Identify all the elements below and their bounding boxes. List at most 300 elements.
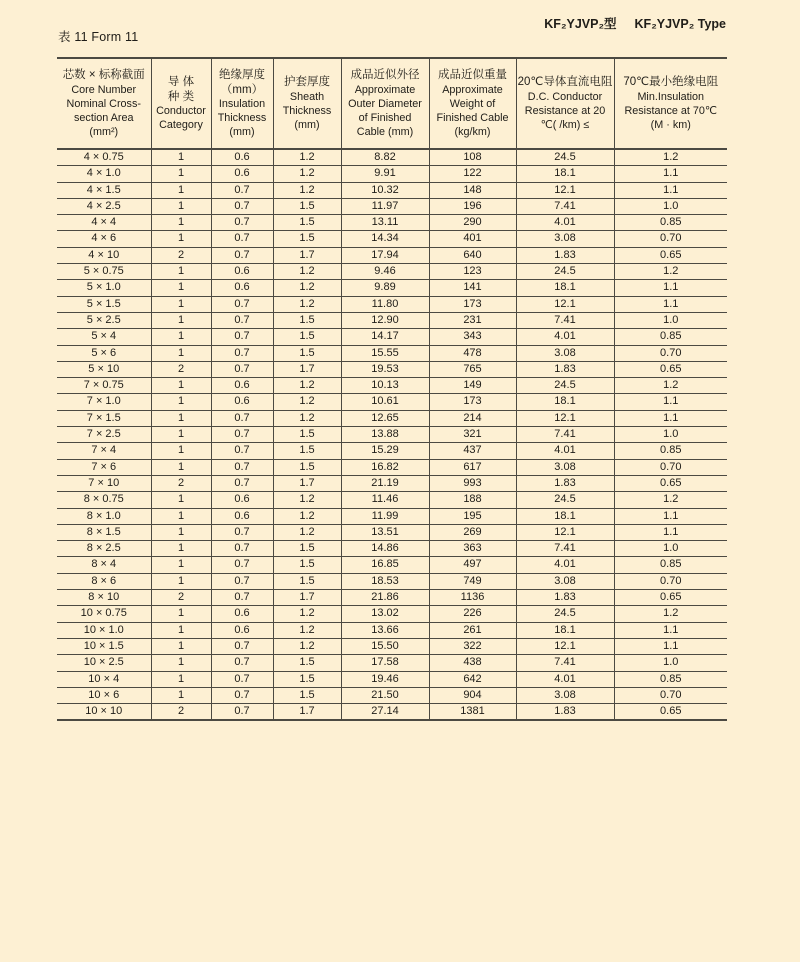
column-header-line: 种 类 [167, 90, 195, 103]
cell-conductor-category: 1 [151, 166, 211, 182]
column-header-line: Weight of [449, 97, 496, 110]
cell-sheath-thickness: 1.2 [273, 264, 341, 280]
table-row [57, 573, 727, 589]
table-header-row [57, 58, 727, 149]
cell-approx-weight: 401 [429, 231, 516, 247]
cell-approx-weight: 642 [429, 671, 516, 687]
cell-sheath-thickness: 1.2 [273, 182, 341, 198]
cell-core-number-area: 5 × 6 [57, 345, 151, 361]
column-header-line: 护套厚度 [284, 76, 330, 89]
column-header-line: Nominal Cross- [66, 97, 141, 110]
cell-sheath-thickness: 1.5 [273, 345, 341, 361]
cell-core-number-area: 4 × 6 [57, 231, 151, 247]
cell-core-number-area: 7 × 1.0 [57, 394, 151, 410]
cell-sheath-thickness: 1.5 [273, 215, 341, 231]
column-header-line: 成品近似重量 [438, 69, 507, 82]
cell-dc-conductor-resistance: 3.08 [516, 231, 614, 247]
cell-approx-outer-diameter: 13.11 [341, 215, 429, 231]
cell-conductor-category: 2 [151, 590, 211, 606]
cell-dc-conductor-resistance: 4.01 [516, 557, 614, 573]
cell-core-number-area: 8 × 1.0 [57, 508, 151, 524]
cell-approx-weight: 904 [429, 687, 516, 703]
cell-insulation-thickness: 0.7 [211, 687, 273, 703]
cell-approx-weight: 321 [429, 427, 516, 443]
cell-approx-weight: 122 [429, 166, 516, 182]
table-row [57, 231, 727, 247]
table-row [57, 427, 727, 443]
cell-core-number-area: 4 × 2.5 [57, 198, 151, 214]
cell-conductor-category: 1 [151, 264, 211, 280]
cell-min-insulation-resistance: 0.65 [614, 704, 727, 721]
cell-sheath-thickness: 1.2 [273, 280, 341, 296]
cell-dc-conductor-resistance: 7.41 [516, 312, 614, 328]
cell-approx-outer-diameter: 11.80 [341, 296, 429, 312]
column-header-line: 绝缘厚度 [219, 69, 265, 81]
cell-min-insulation-resistance: 1.1 [614, 622, 727, 638]
cell-dc-conductor-resistance: 4.01 [516, 215, 614, 231]
cell-dc-conductor-resistance: 7.41 [516, 198, 614, 214]
cell-dc-conductor-resistance: 24.5 [516, 606, 614, 622]
column-header-line: Conductor [156, 105, 206, 117]
cell-dc-conductor-resistance: 24.5 [516, 149, 614, 166]
cell-min-insulation-resistance: 0.70 [614, 573, 727, 589]
column-header-line: Approximate [354, 83, 416, 96]
cell-approx-weight: 149 [429, 378, 516, 394]
cell-dc-conductor-resistance: 18.1 [516, 166, 614, 182]
cell-core-number-area: 4 × 0.75 [57, 149, 151, 166]
column-header-line: Resistance at 20 [524, 104, 606, 117]
cell-sheath-thickness: 1.2 [273, 394, 341, 410]
cell-core-number-area: 7 × 4 [57, 443, 151, 459]
column-header-line: 20℃导体直流电阻 [517, 76, 613, 89]
cell-min-insulation-resistance: 1.2 [614, 264, 727, 280]
cell-conductor-category: 1 [151, 215, 211, 231]
cell-insulation-thickness: 0.7 [211, 475, 273, 491]
column-header-line: Resistance at 70℃ [624, 104, 718, 117]
cell-conductor-category: 1 [151, 345, 211, 361]
cell-approx-outer-diameter: 13.51 [341, 524, 429, 540]
cell-core-number-area: 5 × 1.0 [57, 280, 151, 296]
cell-insulation-thickness: 0.6 [211, 166, 273, 182]
cell-sheath-thickness: 1.2 [273, 296, 341, 312]
cell-approx-outer-diameter: 11.99 [341, 508, 429, 524]
table-row [57, 671, 727, 687]
cell-approx-outer-diameter: 21.86 [341, 590, 429, 606]
cell-dc-conductor-resistance: 4.01 [516, 671, 614, 687]
cell-approx-outer-diameter: 17.58 [341, 655, 429, 671]
cell-approx-weight: 108 [429, 149, 516, 166]
cell-insulation-thickness: 0.7 [211, 427, 273, 443]
cell-approx-weight: 226 [429, 606, 516, 622]
cell-conductor-category: 2 [151, 704, 211, 721]
cell-min-insulation-resistance: 0.85 [614, 671, 727, 687]
cell-approx-outer-diameter: 15.50 [341, 638, 429, 654]
cell-insulation-thickness: 0.7 [211, 215, 273, 231]
cell-conductor-category: 1 [151, 671, 211, 687]
cell-insulation-thickness: 0.6 [211, 264, 273, 280]
cell-dc-conductor-resistance: 12.1 [516, 182, 614, 198]
column-header-line: (M · km) [650, 118, 691, 131]
cell-insulation-thickness: 0.7 [211, 541, 273, 557]
cell-conductor-category: 1 [151, 508, 211, 524]
cell-min-insulation-resistance: 0.85 [614, 329, 727, 345]
cell-approx-weight: 123 [429, 264, 516, 280]
cell-insulation-thickness: 0.7 [211, 655, 273, 671]
cell-approx-outer-diameter: 15.29 [341, 443, 429, 459]
cell-conductor-category: 1 [151, 687, 211, 703]
cell-conductor-category: 2 [151, 475, 211, 491]
cell-core-number-area: 10 × 4 [57, 671, 151, 687]
cell-core-number-area: 8 × 4 [57, 557, 151, 573]
table-row [57, 590, 727, 606]
table-row [57, 345, 727, 361]
cell-dc-conductor-resistance: 1.83 [516, 475, 614, 491]
cell-conductor-category: 1 [151, 394, 211, 410]
cell-core-number-area: 4 × 1.0 [57, 166, 151, 182]
cell-dc-conductor-resistance: 1.83 [516, 247, 614, 263]
cell-approx-outer-diameter: 12.90 [341, 312, 429, 328]
cell-approx-weight: 1136 [429, 590, 516, 606]
cell-sheath-thickness: 1.5 [273, 198, 341, 214]
cell-core-number-area: 10 × 6 [57, 687, 151, 703]
cell-approx-weight: 214 [429, 410, 516, 426]
column-header-line: Insulation [218, 98, 266, 110]
cell-insulation-thickness: 0.7 [211, 573, 273, 589]
cell-sheath-thickness: 1.5 [273, 459, 341, 475]
cell-insulation-thickness: 0.7 [211, 329, 273, 345]
cell-approx-weight: 343 [429, 329, 516, 345]
cell-insulation-thickness: 0.6 [211, 492, 273, 508]
cell-min-insulation-resistance: 1.1 [614, 182, 727, 198]
cell-core-number-area: 4 × 1.5 [57, 182, 151, 198]
cell-approx-weight: 188 [429, 492, 516, 508]
cell-dc-conductor-resistance: 7.41 [516, 427, 614, 443]
cell-approx-weight: 640 [429, 247, 516, 263]
cell-insulation-thickness: 0.6 [211, 606, 273, 622]
cell-approx-weight: 173 [429, 296, 516, 312]
cell-core-number-area: 10 × 0.75 [57, 606, 151, 622]
cell-core-number-area: 5 × 2.5 [57, 312, 151, 328]
column-header-conductor-category [151, 58, 211, 149]
cell-min-insulation-resistance: 0.70 [614, 687, 727, 703]
column-header-line: （mm） [220, 83, 264, 96]
cable-spec-table [57, 57, 727, 721]
cell-conductor-category: 1 [151, 443, 211, 459]
table-row [57, 296, 727, 312]
cell-approx-weight: 765 [429, 361, 516, 377]
cell-insulation-thickness: 0.6 [211, 394, 273, 410]
cell-sheath-thickness: 1.5 [273, 427, 341, 443]
cell-approx-outer-diameter: 9.46 [341, 264, 429, 280]
table-row [57, 687, 727, 703]
cell-conductor-category: 1 [151, 622, 211, 638]
cable-type-label [544, 14, 726, 32]
cell-sheath-thickness: 1.5 [273, 329, 341, 345]
cell-approx-weight: 231 [429, 312, 516, 328]
cell-approx-weight: 993 [429, 475, 516, 491]
cell-approx-outer-diameter: 27.14 [341, 704, 429, 721]
cell-approx-outer-diameter: 13.88 [341, 427, 429, 443]
cell-core-number-area: 8 × 1.5 [57, 524, 151, 540]
cell-approx-outer-diameter: 11.97 [341, 198, 429, 214]
cell-insulation-thickness: 0.7 [211, 182, 273, 198]
table-row [57, 541, 727, 557]
cell-insulation-thickness: 0.7 [211, 231, 273, 247]
cell-approx-outer-diameter: 16.82 [341, 459, 429, 475]
cell-sheath-thickness: 1.5 [273, 687, 341, 703]
cell-conductor-category: 1 [151, 312, 211, 328]
column-header-line: Core Number [71, 83, 137, 96]
cell-dc-conductor-resistance: 12.1 [516, 638, 614, 654]
cell-conductor-category: 1 [151, 410, 211, 426]
table-row [57, 215, 727, 231]
cell-sheath-thickness: 1.7 [273, 475, 341, 491]
cell-min-insulation-resistance: 0.70 [614, 345, 727, 361]
table-row [57, 475, 727, 491]
cell-approx-outer-diameter: 13.66 [341, 622, 429, 638]
cell-dc-conductor-resistance: 7.41 [516, 655, 614, 671]
cell-approx-outer-diameter: 17.94 [341, 247, 429, 263]
cell-dc-conductor-resistance: 3.08 [516, 573, 614, 589]
cell-sheath-thickness: 1.7 [273, 247, 341, 263]
cell-insulation-thickness: 0.7 [211, 198, 273, 214]
table-row [57, 280, 727, 296]
cell-approx-outer-diameter: 8.82 [341, 149, 429, 166]
table-row [57, 606, 727, 622]
cell-approx-weight: 497 [429, 557, 516, 573]
cell-core-number-area: 7 × 1.5 [57, 410, 151, 426]
cell-min-insulation-resistance: 0.65 [614, 590, 727, 606]
cell-approx-weight: 1381 [429, 704, 516, 721]
column-header-line: 70℃最小绝缘电阻 [623, 76, 719, 89]
column-header-line: 成品近似外径 [350, 69, 420, 82]
cell-dc-conductor-resistance: 18.1 [516, 280, 614, 296]
cell-conductor-category: 1 [151, 655, 211, 671]
cell-approx-outer-diameter: 19.53 [341, 361, 429, 377]
cell-dc-conductor-resistance: 4.01 [516, 443, 614, 459]
cell-insulation-thickness: 0.7 [211, 312, 273, 328]
form-number-label: 表 11 Form 11 [58, 30, 139, 44]
cell-sheath-thickness: 1.2 [273, 410, 341, 426]
column-header-line: Approximate [442, 83, 503, 96]
cell-approx-weight: 322 [429, 638, 516, 654]
cell-approx-weight: 437 [429, 443, 516, 459]
cell-dc-conductor-resistance: 7.41 [516, 541, 614, 557]
cell-approx-weight: 173 [429, 394, 516, 410]
cell-conductor-category: 2 [151, 247, 211, 263]
cell-min-insulation-resistance: 1.2 [614, 606, 727, 622]
table-row [57, 329, 727, 345]
cell-core-number-area: 10 × 2.5 [57, 655, 151, 671]
cell-approx-outer-diameter: 15.55 [341, 345, 429, 361]
cell-approx-weight: 148 [429, 182, 516, 198]
cell-insulation-thickness: 0.6 [211, 622, 273, 638]
column-header-line: (mm) [294, 118, 320, 131]
cell-dc-conductor-resistance: 4.01 [516, 329, 614, 345]
cell-insulation-thickness: 0.7 [211, 443, 273, 459]
cell-min-insulation-resistance: 0.70 [614, 231, 727, 247]
cell-sheath-thickness: 1.7 [273, 361, 341, 377]
cell-core-number-area: 7 × 2.5 [57, 427, 151, 443]
table-row [57, 410, 727, 426]
column-header-line: of Finished [358, 111, 412, 124]
column-header-core-number-area [57, 58, 151, 149]
cell-min-insulation-resistance: 1.1 [614, 166, 727, 182]
cell-conductor-category: 1 [151, 492, 211, 508]
cell-conductor-category: 1 [151, 606, 211, 622]
cell-min-insulation-resistance: 1.1 [614, 638, 727, 654]
cell-dc-conductor-resistance: 24.5 [516, 264, 614, 280]
column-header-line: (mm) [229, 126, 255, 138]
cell-min-insulation-resistance: 0.85 [614, 557, 727, 573]
cell-insulation-thickness: 0.6 [211, 149, 273, 166]
cell-approx-outer-diameter: 12.65 [341, 410, 429, 426]
table-row [57, 492, 727, 508]
cell-conductor-category: 1 [151, 459, 211, 475]
column-header-line: section Area [74, 111, 134, 124]
cell-approx-outer-diameter: 14.86 [341, 541, 429, 557]
table-row [57, 182, 727, 198]
cell-min-insulation-resistance: 0.70 [614, 459, 727, 475]
cell-conductor-category: 1 [151, 296, 211, 312]
cell-min-insulation-resistance: 1.2 [614, 378, 727, 394]
cell-insulation-thickness: 0.7 [211, 361, 273, 377]
cell-dc-conductor-resistance: 18.1 [516, 394, 614, 410]
cell-sheath-thickness: 1.2 [273, 606, 341, 622]
cell-approx-weight: 749 [429, 573, 516, 589]
column-header-approx-weight [429, 58, 516, 149]
cell-sheath-thickness: 1.5 [273, 671, 341, 687]
cell-dc-conductor-resistance: 24.5 [516, 378, 614, 394]
cell-approx-outer-diameter: 10.32 [341, 182, 429, 198]
cell-approx-weight: 269 [429, 524, 516, 540]
cell-conductor-category: 1 [151, 378, 211, 394]
cell-dc-conductor-resistance: 3.08 [516, 345, 614, 361]
cell-core-number-area: 5 × 0.75 [57, 264, 151, 280]
cell-core-number-area: 4 × 10 [57, 247, 151, 263]
cell-insulation-thickness: 0.6 [211, 280, 273, 296]
cell-min-insulation-resistance: 1.0 [614, 541, 727, 557]
cell-approx-weight: 195 [429, 508, 516, 524]
cell-min-insulation-resistance: 0.85 [614, 443, 727, 459]
table-row [57, 655, 727, 671]
cell-core-number-area: 5 × 1.5 [57, 296, 151, 312]
cell-approx-outer-diameter: 9.91 [341, 166, 429, 182]
column-header-line: D.C. Conductor [527, 90, 603, 103]
cell-min-insulation-resistance: 0.85 [614, 215, 727, 231]
cell-core-number-area: 10 × 1.5 [57, 638, 151, 654]
cell-dc-conductor-resistance: 1.83 [516, 361, 614, 377]
cell-sheath-thickness: 1.7 [273, 704, 341, 721]
cell-sheath-thickness: 1.2 [273, 524, 341, 540]
cell-conductor-category: 1 [151, 557, 211, 573]
cell-sheath-thickness: 1.2 [273, 166, 341, 182]
cell-insulation-thickness: 0.7 [211, 557, 273, 573]
cell-approx-weight: 261 [429, 622, 516, 638]
table-row [57, 361, 727, 377]
table-row [57, 524, 727, 540]
cell-dc-conductor-resistance: 12.1 [516, 410, 614, 426]
column-header-line: (kg/km) [454, 125, 491, 138]
cell-approx-weight: 438 [429, 655, 516, 671]
cell-conductor-category: 1 [151, 198, 211, 214]
cell-min-insulation-resistance: 0.65 [614, 247, 727, 263]
cell-conductor-category: 1 [151, 573, 211, 589]
column-header-line: Min.Insulation [637, 90, 705, 103]
cell-core-number-area: 5 × 4 [57, 329, 151, 345]
column-header-insulation-thickness [211, 58, 273, 149]
table-row [57, 264, 727, 280]
cell-insulation-thickness: 0.7 [211, 410, 273, 426]
cell-approx-weight: 196 [429, 198, 516, 214]
cell-conductor-category: 1 [151, 231, 211, 247]
cell-sheath-thickness: 1.5 [273, 573, 341, 589]
cell-conductor-category: 1 [151, 524, 211, 540]
cable-type-label-en: KF₂YJVP₂ Type [634, 17, 726, 31]
table-row [57, 166, 727, 182]
cell-sheath-thickness: 1.2 [273, 378, 341, 394]
cell-dc-conductor-resistance: 1.83 [516, 590, 614, 606]
cell-sheath-thickness: 1.7 [273, 590, 341, 606]
cell-conductor-category: 1 [151, 280, 211, 296]
cable-type-label-zh: KF₂YJVP₂型 [544, 17, 617, 31]
cell-dc-conductor-resistance: 18.1 [516, 508, 614, 524]
table-row [57, 247, 727, 263]
cell-insulation-thickness: 0.7 [211, 704, 273, 721]
cell-min-insulation-resistance: 1.1 [614, 296, 727, 312]
table-row [57, 622, 727, 638]
cell-sheath-thickness: 1.2 [273, 149, 341, 166]
cell-insulation-thickness: 0.7 [211, 345, 273, 361]
cell-approx-outer-diameter: 9.89 [341, 280, 429, 296]
cell-min-insulation-resistance: 1.1 [614, 280, 727, 296]
column-header-line: (mm²) [89, 125, 119, 138]
table-row [57, 394, 727, 410]
cell-insulation-thickness: 0.7 [211, 524, 273, 540]
cell-approx-outer-diameter: 14.34 [341, 231, 429, 247]
cell-approx-weight: 617 [429, 459, 516, 475]
cell-approx-outer-diameter: 10.13 [341, 378, 429, 394]
cell-dc-conductor-resistance: 3.08 [516, 459, 614, 475]
column-header-line: Category [159, 119, 203, 131]
column-header-min-insulation-resistance [614, 58, 727, 149]
cell-dc-conductor-resistance: 12.1 [516, 296, 614, 312]
cell-dc-conductor-resistance: 18.1 [516, 622, 614, 638]
cell-approx-weight: 478 [429, 345, 516, 361]
table-row [57, 459, 727, 475]
cell-core-number-area: 10 × 10 [57, 704, 151, 721]
cell-sheath-thickness: 1.5 [273, 443, 341, 459]
cell-sheath-thickness: 1.5 [273, 655, 341, 671]
cell-min-insulation-resistance: 0.65 [614, 361, 727, 377]
cell-min-insulation-resistance: 1.2 [614, 149, 727, 166]
column-header-line: 导 体 [167, 76, 195, 88]
cell-sheath-thickness: 1.5 [273, 231, 341, 247]
cell-min-insulation-resistance: 1.0 [614, 312, 727, 328]
cell-min-insulation-resistance: 0.65 [614, 475, 727, 491]
table-row [57, 638, 727, 654]
table-row [57, 508, 727, 524]
column-header-line: Finished Cable [436, 111, 509, 124]
cell-approx-outer-diameter: 19.46 [341, 671, 429, 687]
cell-min-insulation-resistance: 1.1 [614, 524, 727, 540]
cell-approx-weight: 363 [429, 541, 516, 557]
column-header-line: ℃( /km) ≤ [540, 118, 590, 131]
cell-core-number-area: 10 × 1.0 [57, 622, 151, 638]
cell-sheath-thickness: 1.2 [273, 638, 341, 654]
cell-core-number-area: 7 × 6 [57, 459, 151, 475]
cell-approx-outer-diameter: 14.17 [341, 329, 429, 345]
